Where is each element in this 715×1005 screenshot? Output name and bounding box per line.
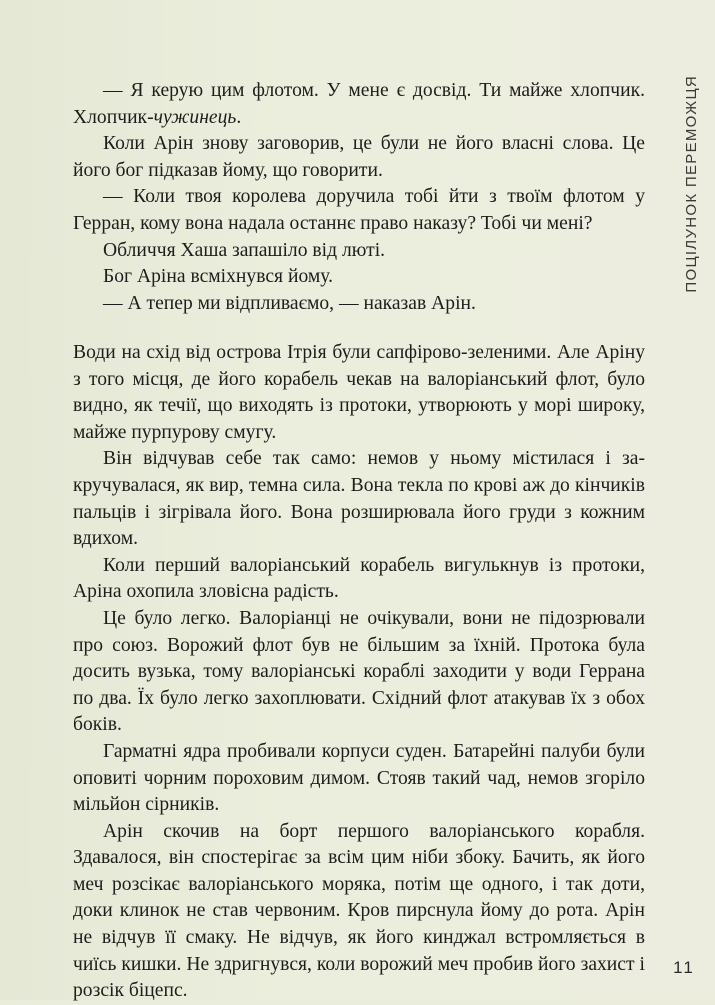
running-head bbox=[676, 75, 706, 293]
paragraph: Обличчя Хаша запашіло від люті. bbox=[103, 239, 386, 261]
section-opening-paragraph: Води на схід від острова Ітрія були сапфірово-зеленими. Але Аріну з того місця, де його корабель чекав на валоріанський флот, було видно, як течії, що виходять із протоки, утворюють у морі широку, майже пурпурову смугу. bbox=[73, 342, 645, 443]
paragraph: Гарматні ядра пробивали корпуси суден. Батарейні палуби були оповиті чорним пороховим димом. Стояв такий чад, немов згоріло мільйон сірників. bbox=[73, 740, 645, 816]
paragraph: Це було легко. Валоріанці не очікували, вони не підозрювали про союз. Ворожий флот був не більшим за їхній. Протока була досить вузька, тому валоріанські кораблі заходити у води Геррана по два. Їх було легко захоплювати. Східний флот атакував їх з обох боків. bbox=[73, 607, 645, 736]
paragraph: — Я керую цим флотом. У мене є досвід. Ти майже хлопчик. Хлопчик-чужинець. bbox=[73, 80, 645, 128]
page-number: 11 bbox=[673, 958, 695, 977]
paragraph: — Коли твоя королева доручила тобі йти з твоїм флотом у Герран, кому вона надала останнє право наказу? Тобі чи мені? bbox=[73, 186, 645, 234]
paragraph: Бог Аріна всміхнувся йому. bbox=[103, 266, 333, 288]
paragraph: Коли Арін знову заговорив, це були не його власні слова. Це його бог підказав йому, що говорити. bbox=[73, 133, 645, 181]
dialogue-block bbox=[73, 78, 645, 317]
running-head-title: ПОЦІЛУНОК ПЕРЕМОЖЦЯ bbox=[682, 75, 700, 293]
paragraph: — А тепер ми відпливаємо, — наказав Арін. bbox=[103, 292, 476, 314]
paragraph: Арін скочив на борт першого валоріанського корабля. Здавалося, він спостерігає за всім цим ніби збоку. Бачить, як його меч розсікає валоріанського моряка, потім ще одного, і так доти, доки клинок не став червоним. Кров пирснула йому до рота. Арін не відчув її смаку. Не відчув, як його кинджал встромляється в чиїсь кишки. Не здригнувся, коли ворожий меч пробив його захист і розсік біцепс. bbox=[73, 820, 645, 1002]
paragraph: Коли перший валоріанський корабель вигулькнув із протоки, Аріна охопила зловісна радість. bbox=[73, 554, 645, 603]
paragraph: Він відчував себе так само: немов у ньому містилася і закручувалася, як вир, темна сила. Вона текла по крові аж до кінчиків пальців і зігрівала його. Вона розширювала його груди з кожним вдихом. bbox=[73, 448, 645, 550]
narrative-block bbox=[73, 340, 645, 1005]
